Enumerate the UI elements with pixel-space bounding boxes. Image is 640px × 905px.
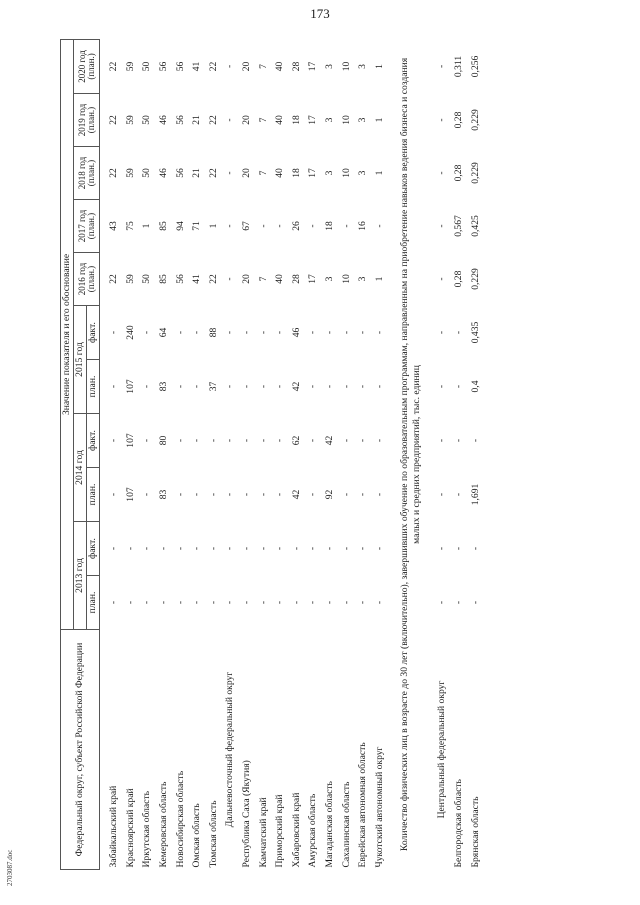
value-cell: - — [373, 330, 385, 335]
value-cell: - — [224, 600, 236, 605]
value-cell: - — [357, 492, 369, 497]
value-cell: 64 — [158, 327, 170, 338]
value-cell: 22 — [108, 115, 120, 125]
indicator-table — [60, 39, 484, 870]
region-name-cell: Хабаровский край — [290, 792, 302, 868]
value-cell: - — [452, 384, 464, 389]
value-cell: - — [224, 224, 236, 228]
value-cell: 7 — [257, 276, 269, 282]
table-row — [451, 39, 468, 869]
value-cell: 10 — [340, 274, 352, 284]
region-name-cell: Иркутская область — [141, 790, 153, 868]
value-cell: 7 — [257, 64, 269, 69]
value-cell: 20 — [241, 61, 253, 72]
table-row — [139, 39, 156, 869]
region-name-cell: Забайкальский край — [108, 785, 120, 868]
value-cell: 75 — [124, 221, 136, 231]
value-cell: 1 — [373, 276, 385, 282]
value-cell: - — [274, 438, 286, 443]
region-name-cell: Белгородская область — [452, 779, 464, 868]
table-row — [467, 39, 484, 869]
value-cell: 59 — [124, 115, 136, 125]
table-row — [189, 39, 206, 869]
value-cell: 50 — [141, 168, 153, 178]
value-cell: - — [257, 224, 269, 228]
value-cell: - — [323, 546, 335, 551]
value-cell: - — [274, 492, 286, 497]
year-2014-header: 2014 год — [74, 414, 87, 522]
value-cell: 107 — [124, 487, 136, 502]
table-row — [434, 39, 451, 869]
value-cell: - — [191, 438, 203, 443]
value-cell: - — [373, 384, 385, 389]
indicator-section-title: Количество физических лиц в возрасте до 30 лет (включительно), завершивших обучение по образовательным программам, направленным на приобретение навыков ведения бизнеса и создания малых и средних предприятий, тыс. единиц — [399, 57, 423, 852]
value-cell: - — [373, 224, 385, 228]
value-cell: 18 — [323, 221, 335, 231]
value-cell: - — [224, 118, 236, 122]
district-name-cell: Центральный федеральный округ — [436, 680, 448, 819]
value-cell: 88 — [207, 327, 219, 338]
value-cell: - — [323, 384, 335, 389]
value-cell: - — [274, 384, 286, 389]
value-cell: 80 — [158, 435, 170, 446]
value-cell: 0,435 — [469, 321, 481, 344]
section-heading-row — [388, 39, 434, 869]
value-cell: - — [340, 492, 352, 497]
region-name-cell: Кемеровская область — [158, 781, 170, 868]
value-cell: - — [469, 546, 481, 551]
table-header — [61, 39, 100, 869]
value-cell: 21 — [191, 115, 203, 125]
value-cell: - — [224, 171, 236, 175]
value-cell: 1 — [373, 170, 385, 176]
value-cell: 41 — [191, 61, 203, 72]
value-cell: 20 — [241, 168, 253, 178]
value-cell: 0,28 — [452, 164, 464, 182]
value-cell: - — [340, 600, 352, 605]
value-cell: 85 — [158, 221, 170, 231]
value-cell: - — [452, 600, 464, 605]
region-name-cell: Омская область — [191, 803, 203, 868]
value-cell: - — [191, 492, 203, 497]
value-cell: 18 — [290, 168, 302, 178]
region-name-cell: Приморский край — [274, 794, 286, 868]
value-cell: - — [307, 600, 319, 605]
value-cell: 3 — [357, 170, 369, 176]
value-cell: - — [436, 224, 448, 228]
table-row — [255, 39, 272, 869]
value-cell: - — [124, 600, 136, 605]
value-cell: - — [290, 600, 302, 605]
value-cell: 40 — [274, 61, 286, 72]
table-row — [289, 39, 306, 869]
value-cell: 67 — [241, 221, 253, 231]
value-cell: 10 — [340, 61, 352, 72]
value-cell: - — [224, 438, 236, 443]
value-cell: - — [436, 118, 448, 122]
value-cell: 46 — [158, 115, 170, 125]
value-cell: 92 — [323, 489, 335, 500]
value-cell: - — [452, 492, 464, 497]
value-cell: 40 — [274, 115, 286, 125]
value-cell: 21 — [191, 168, 203, 178]
region-column-header: Федеральный округ, субъект Российской Федерации — [61, 630, 100, 870]
value-cell: - — [307, 330, 319, 335]
value-cell: 17 — [307, 61, 319, 72]
value-cell: 50 — [141, 115, 153, 125]
value-cell: 1 — [373, 64, 385, 69]
value-cell: 46 — [158, 168, 170, 178]
table-row — [222, 39, 239, 869]
value-cell: 0,28 — [452, 111, 464, 129]
value-cell: - — [274, 330, 286, 335]
value-cell: 22 — [108, 274, 120, 284]
value-cell: - — [323, 600, 335, 605]
year-2015-header: 2015 год — [74, 306, 87, 414]
value-cell: - — [436, 277, 448, 281]
value-cell: - — [224, 277, 236, 281]
value-cell: 3 — [323, 64, 335, 69]
value-cell: 1 — [207, 223, 219, 229]
fact-subheader: факт. — [87, 306, 100, 360]
table-row — [322, 39, 339, 869]
table-row — [239, 39, 256, 869]
value-cell: - — [141, 330, 153, 335]
value-cell: 28 — [290, 274, 302, 284]
value-cell: - — [257, 384, 269, 389]
value-cell: - — [158, 546, 170, 551]
plan-subheader: план. — [87, 468, 100, 522]
value-cell: - — [452, 438, 464, 443]
value-cell: - — [174, 492, 186, 497]
value-cell: - — [224, 64, 236, 69]
value-cell: - — [257, 600, 269, 605]
value-cell: 50 — [141, 61, 153, 72]
value-cell: - — [207, 546, 219, 551]
value-cell: 41 — [191, 274, 203, 284]
value-cell: - — [340, 384, 352, 389]
value-cell: - — [207, 492, 219, 497]
region-name-cell: Брянская область — [469, 796, 481, 868]
value-cell: - — [174, 330, 186, 335]
value-cell: 107 — [124, 379, 136, 394]
value-cell: 56 — [174, 274, 186, 284]
indicator-group-header: Значение показателя и его обоснование — [61, 39, 74, 629]
value-cell: - — [241, 600, 253, 605]
value-cell: 1 — [141, 223, 153, 229]
table-row — [206, 39, 223, 869]
value-cell: - — [357, 546, 369, 551]
value-cell: 3 — [323, 170, 335, 176]
value-cell: 26 — [290, 221, 302, 231]
value-cell: - — [241, 546, 253, 551]
value-cell: 20 — [241, 115, 253, 125]
value-cell: 46 — [290, 327, 302, 338]
value-cell: 22 — [207, 168, 219, 178]
value-cell: 0,4 — [469, 380, 481, 393]
value-cell: - — [257, 492, 269, 497]
value-cell: - — [224, 330, 236, 335]
plan-subheader: план. — [87, 576, 100, 630]
value-cell: 107 — [124, 433, 136, 448]
year-2017-header: 2017 год (план.) — [74, 200, 100, 253]
page-number: 173 — [310, 6, 330, 21]
value-cell: 22 — [108, 61, 120, 72]
value-cell: - — [257, 546, 269, 551]
value-cell: - — [436, 492, 448, 497]
value-cell: 37 — [207, 381, 219, 392]
value-cell: - — [108, 438, 120, 443]
value-cell: - — [340, 224, 352, 228]
value-cell: 10 — [340, 168, 352, 178]
value-cell: - — [108, 384, 120, 389]
value-cell: - — [307, 546, 319, 551]
year-2020-header: 2020 год (план.) — [74, 39, 100, 93]
value-cell: 0,229 — [469, 162, 481, 184]
value-cell: - — [452, 330, 464, 335]
region-name-cell: Амурская область — [307, 793, 319, 868]
value-cell: - — [224, 384, 236, 389]
value-cell: 3 — [357, 64, 369, 69]
table-row — [100, 39, 123, 869]
value-cell: 0,311 — [452, 55, 464, 78]
region-name-cell: Республика Саха (Якутия) — [241, 760, 253, 868]
value-cell: 22 — [108, 168, 120, 178]
value-cell: 0,229 — [469, 268, 481, 290]
value-cell: - — [274, 600, 286, 605]
value-cell: - — [241, 438, 253, 443]
district-name-cell: Дальневосточный федеральный округ — [224, 671, 236, 828]
value-cell: 59 — [124, 61, 136, 72]
value-cell: - — [174, 384, 186, 389]
value-cell: 42 — [323, 435, 335, 446]
value-cell: 240 — [124, 325, 136, 340]
value-cell: - — [307, 438, 319, 443]
value-cell: 94 — [174, 221, 186, 231]
value-cell: - — [141, 600, 153, 605]
plan-subheader: план. — [87, 360, 100, 414]
region-name-cell: Томская область — [207, 800, 219, 868]
value-cell: - — [224, 492, 236, 497]
value-cell: 83 — [158, 381, 170, 392]
value-cell: - — [436, 64, 448, 69]
value-cell: - — [436, 171, 448, 175]
value-cell: - — [469, 438, 481, 443]
value-cell: - — [241, 492, 253, 497]
value-cell: - — [207, 438, 219, 443]
table-row — [338, 39, 355, 869]
value-cell: 22 — [207, 115, 219, 125]
year-2019-header: 2019 год (план.) — [74, 94, 100, 147]
value-cell: - — [174, 600, 186, 605]
table-row — [272, 39, 289, 869]
value-cell: - — [307, 224, 319, 228]
fact-subheader: факт. — [87, 414, 100, 468]
value-cell: - — [436, 600, 448, 605]
year-2013-header: 2013 год — [74, 522, 87, 630]
value-cell: - — [108, 492, 120, 497]
value-cell: 7 — [257, 117, 269, 123]
region-name-cell: Новосибирская область — [174, 770, 186, 868]
value-cell: - — [174, 438, 186, 443]
value-cell: - — [340, 546, 352, 551]
value-cell: 0,256 — [469, 55, 481, 78]
value-cell: 40 — [274, 168, 286, 178]
value-cell: - — [469, 600, 481, 605]
value-cell: - — [141, 492, 153, 497]
value-cell: - — [373, 438, 385, 443]
value-cell: 3 — [323, 117, 335, 123]
value-cell: - — [357, 384, 369, 389]
value-cell: - — [340, 438, 352, 443]
table-row — [156, 39, 173, 869]
region-name-cell: Еврейская автономная область — [357, 742, 369, 868]
value-cell: 20 — [241, 274, 253, 284]
value-cell: 17 — [307, 168, 319, 178]
region-name-cell: Красноярский край — [124, 788, 136, 868]
region-name-cell: Камчатский край — [257, 797, 269, 868]
value-cell: - — [436, 438, 448, 443]
value-cell: 59 — [124, 274, 136, 284]
table-row — [372, 39, 389, 869]
region-name-cell: Магаданская область — [323, 781, 335, 868]
value-cell: 42 — [290, 381, 302, 392]
table-row — [172, 39, 189, 869]
value-cell: 3 — [357, 117, 369, 123]
value-cell: - — [191, 330, 203, 335]
table-row — [355, 39, 372, 869]
value-cell: - — [191, 546, 203, 551]
value-cell: 17 — [307, 274, 319, 284]
value-cell: - — [174, 546, 186, 551]
value-cell: 50 — [141, 274, 153, 284]
value-cell: - — [340, 330, 352, 335]
value-cell: - — [373, 546, 385, 551]
value-cell: - — [357, 330, 369, 335]
value-cell: 22 — [207, 274, 219, 284]
value-cell: 28 — [290, 61, 302, 72]
value-cell: 0,229 — [469, 109, 481, 131]
value-cell: - — [274, 546, 286, 551]
value-cell: - — [191, 384, 203, 389]
value-cell: - — [373, 600, 385, 605]
value-cell: 7 — [257, 170, 269, 176]
table-body — [100, 39, 484, 869]
document-filename: 2703087.doc — [6, 849, 14, 886]
value-cell: 71 — [191, 221, 203, 231]
year-2018-header: 2018 год (план.) — [74, 147, 100, 200]
value-cell: - — [108, 600, 120, 605]
region-name-cell: Чукотский автономный округ — [373, 746, 385, 868]
value-cell: - — [124, 546, 136, 551]
value-cell: 17 — [307, 115, 319, 125]
value-cell: 43 — [108, 221, 120, 231]
value-cell: 62 — [290, 435, 302, 446]
value-cell: - — [323, 330, 335, 335]
value-cell: 56 — [174, 168, 186, 178]
value-cell: - — [207, 600, 219, 605]
value-cell: 1,691 — [469, 483, 481, 506]
value-cell: - — [257, 438, 269, 443]
value-cell: - — [452, 546, 464, 551]
fact-subheader: факт. — [87, 522, 100, 576]
region-name-cell: Сахалинская область — [340, 781, 352, 868]
value-cell: - — [158, 600, 170, 605]
value-cell: 56 — [158, 61, 170, 72]
value-cell: - — [436, 330, 448, 335]
value-cell: - — [307, 492, 319, 497]
value-cell: 3 — [323, 276, 335, 282]
value-cell: 22 — [207, 61, 219, 72]
value-cell: - — [436, 546, 448, 551]
value-cell: 0,567 — [452, 215, 464, 237]
value-cell: 1 — [373, 117, 385, 123]
value-cell: - — [357, 600, 369, 605]
value-cell: 18 — [290, 115, 302, 125]
value-cell: 56 — [174, 115, 186, 125]
value-cell: 10 — [340, 115, 352, 125]
value-cell: 0,425 — [469, 215, 481, 237]
value-cell: - — [257, 330, 269, 335]
value-cell: - — [141, 384, 153, 389]
value-cell: - — [224, 546, 236, 551]
value-cell: 0,28 — [452, 270, 464, 288]
value-cell: - — [108, 330, 120, 335]
value-cell: - — [290, 546, 302, 551]
table-row — [305, 39, 322, 869]
value-cell: - — [307, 384, 319, 389]
value-cell: - — [191, 600, 203, 605]
value-cell: 85 — [158, 274, 170, 284]
value-cell: - — [436, 384, 448, 389]
year-2016-header: 2016 год (план.) — [74, 253, 100, 306]
value-cell: 56 — [174, 61, 186, 72]
value-cell: 42 — [290, 489, 302, 500]
table-row — [123, 39, 140, 869]
value-cell: - — [274, 224, 286, 228]
value-cell: 40 — [274, 274, 286, 284]
value-cell: - — [241, 330, 253, 335]
value-cell: - — [373, 492, 385, 497]
value-cell: 16 — [357, 221, 369, 231]
value-cell: - — [241, 384, 253, 389]
value-cell: - — [108, 546, 120, 551]
value-cell: 3 — [357, 276, 369, 282]
value-cell: - — [141, 438, 153, 443]
value-cell: - — [357, 438, 369, 443]
value-cell: - — [141, 546, 153, 551]
rotated-table-sheet — [60, 40, 600, 870]
value-cell: 59 — [124, 168, 136, 178]
value-cell: 83 — [158, 489, 170, 500]
